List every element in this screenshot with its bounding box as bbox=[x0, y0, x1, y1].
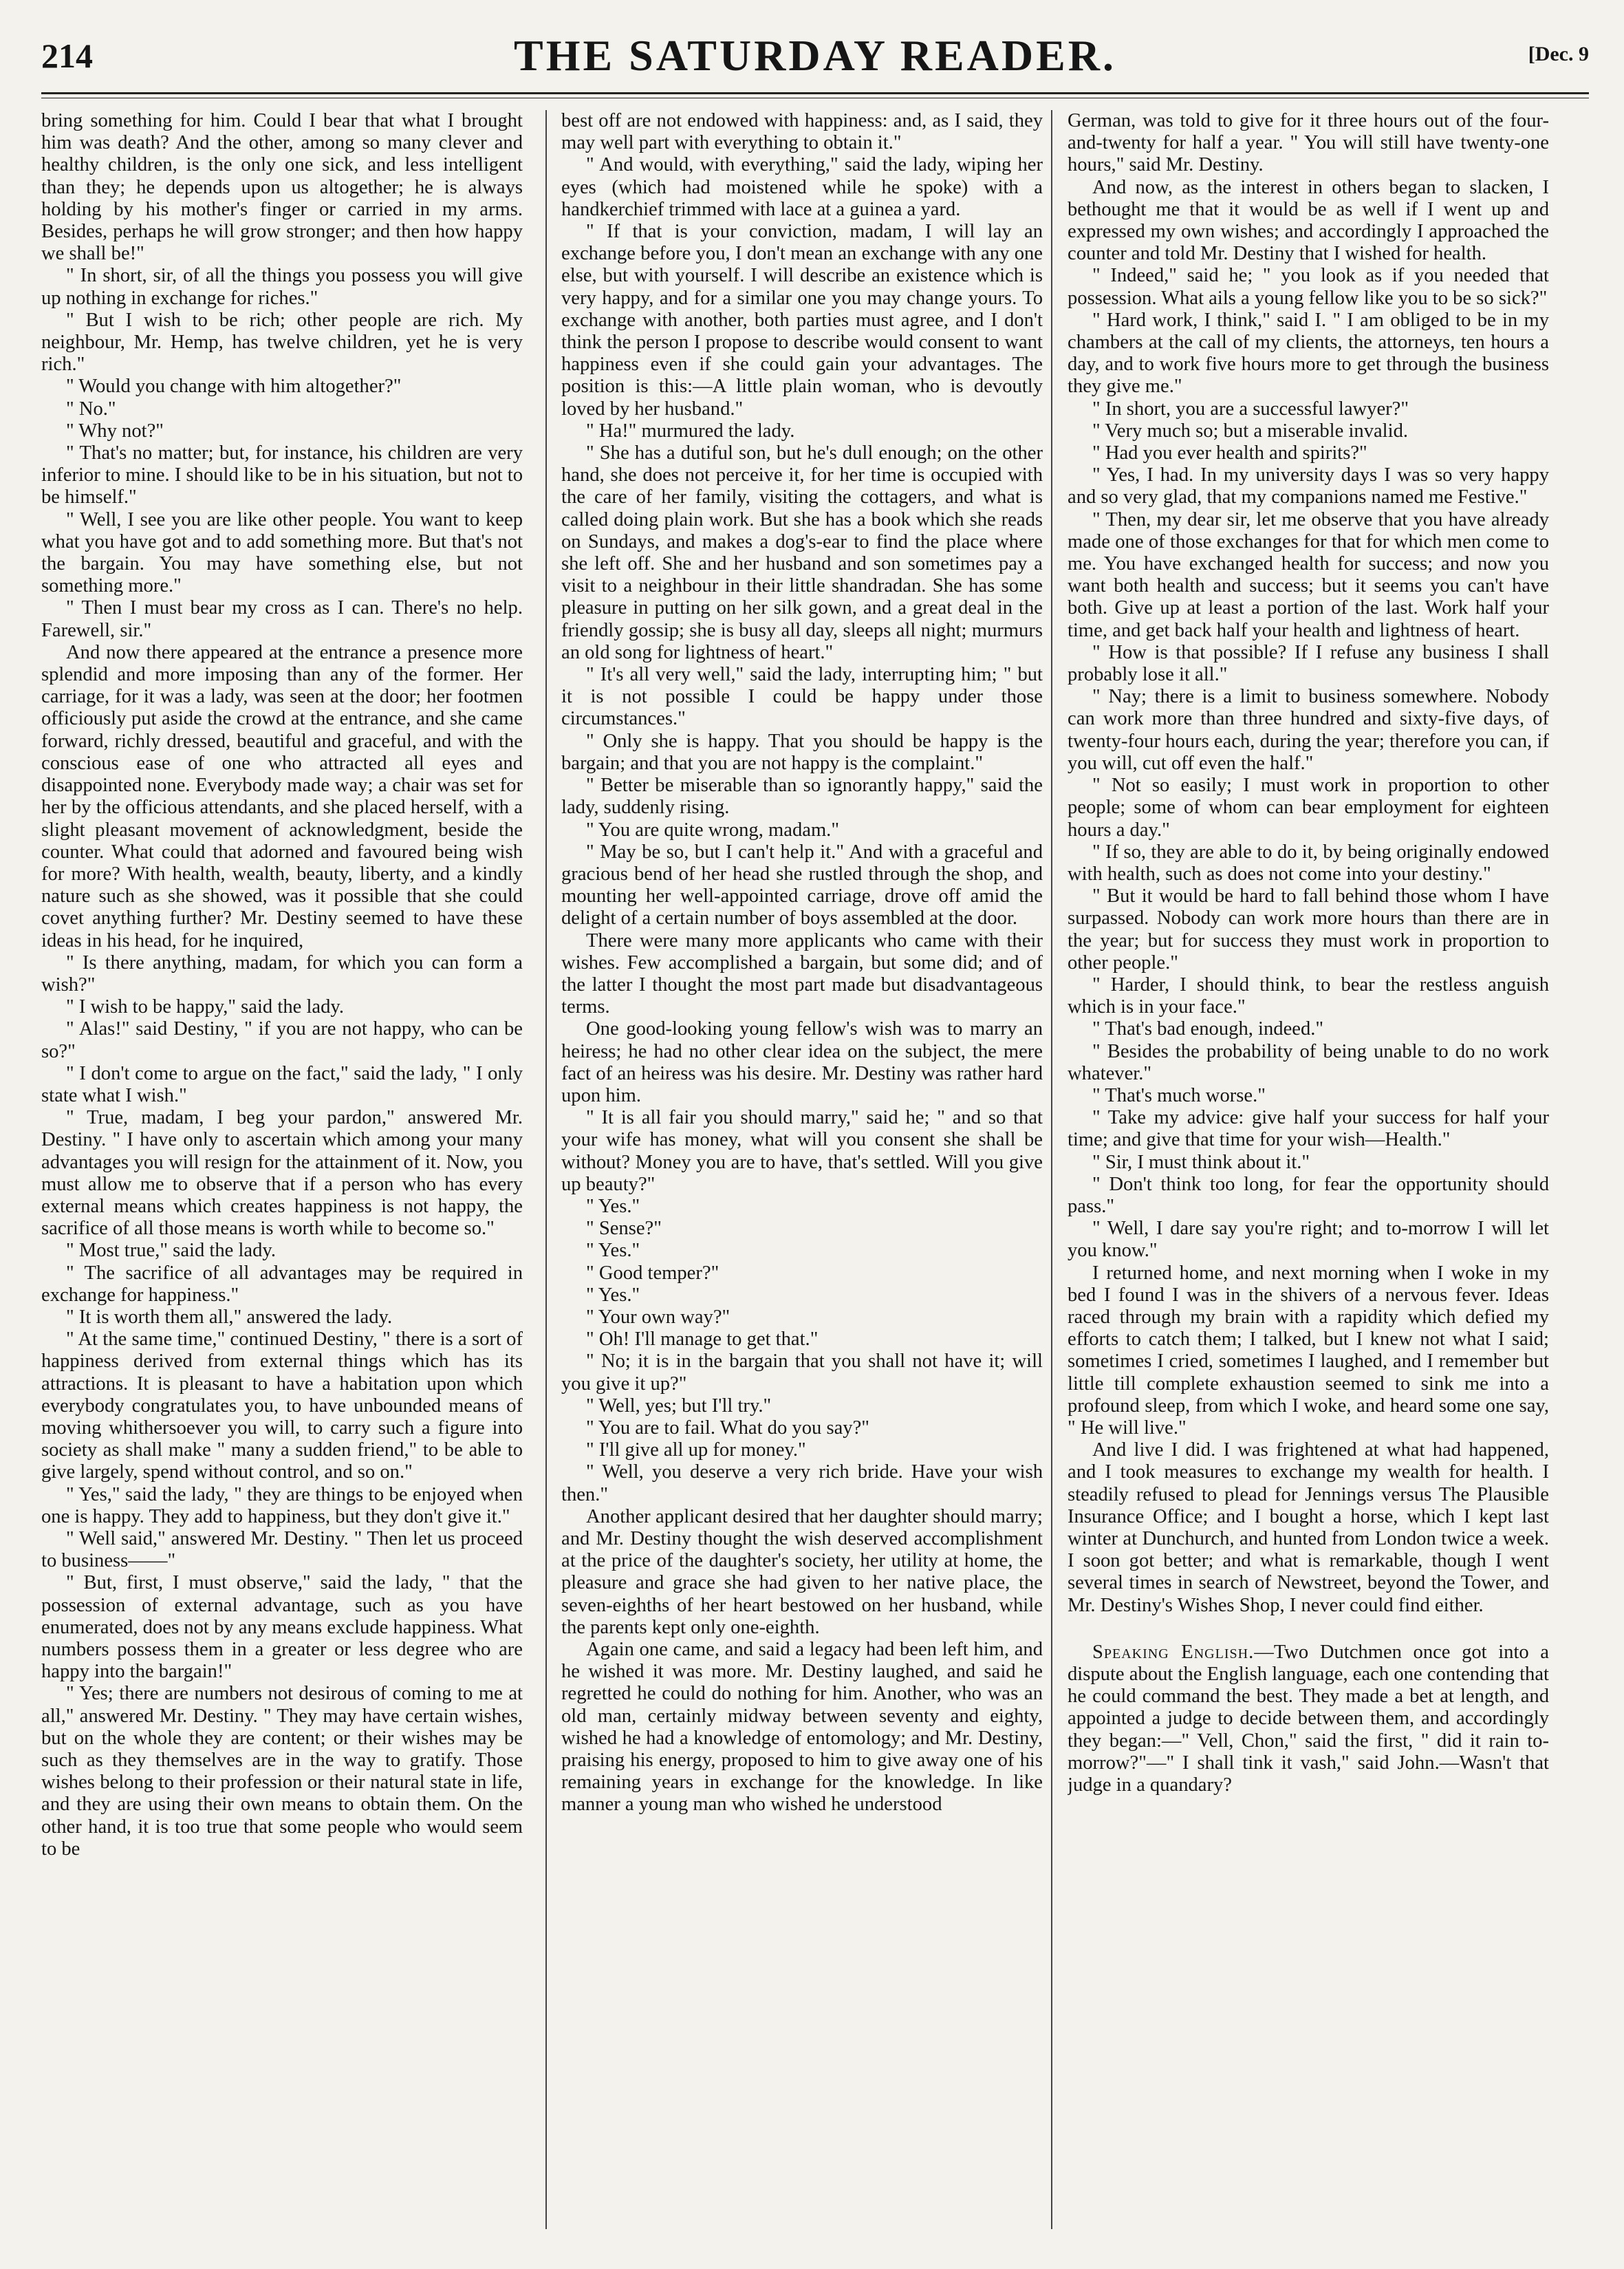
page-header bbox=[41, 30, 1589, 85]
paragraph: I returned home, and next morning when I woke in my bed I found I was in the shivers of a nervous fever. Ideas raced through my brain with a rapidity which defied my efforts to catch them; I talked, but I knew not what I said; sometimes I cried, sometimes I laughed, and I remember but little till complete exhaustion seemed to sink me into a profound sleep, from which I woke, and heard some one say, " He will live." bbox=[1068, 1262, 1549, 1439]
paragraph: " Very much so; but a miserable invalid. bbox=[1092, 420, 1409, 442]
paragraph: " How is that possible? If I refuse any business I shall probably lose it all." bbox=[1068, 641, 1549, 686]
paragraph: One good-looking young fellow's wish was to marry an heiress; he had no other clear idea on the subject, the mere fact of an heiress was his desire. Mr. Destiny was rather hard upon him. bbox=[561, 1018, 1043, 1106]
paragraph: " Then, my dear sir, let me observe that you have already made one of those exchanges for that for which men come to me. You have exchanged health for success; and now you want both health and success; but it seems you can't have both. Give up at least a portion of the last. Work half your time, and get back half your health and lightness of heart. bbox=[1068, 508, 1549, 641]
paragraph: " Yes." bbox=[586, 1284, 640, 1306]
paragraph: " Then I must bear my cross as I can. There's no help. Farewell, sir." bbox=[41, 597, 523, 641]
paragraph: " Ha!" murmured the lady. bbox=[586, 420, 795, 442]
paragraph: " If so, they are able to do it, by being originally endowed with health, such as does not come into your destiny." bbox=[1068, 841, 1549, 885]
paragraph: " Your own way?" bbox=[586, 1306, 730, 1328]
paragraph: " Would you change with him altogether?" bbox=[66, 376, 402, 398]
paragraph: Another applicant desired that her daughter should marry; and Mr. Destiny thought the wish deserved accomplishment at the price of the daughter's society, her utility at home, the pleasure and grace she had given to her native place, the seven-eighths of her heart bestowed on her husband, while the parents kept only one-eighth. bbox=[561, 1505, 1043, 1638]
paragraph: " But, first, I must observe," said the lady, " that the possession of external advantage, such as you have enumerated, does not by any means exclude happiness. What numbers possess them in a greater or less degree who are happy into the bargain!" bbox=[41, 1572, 523, 1683]
text-column-3 bbox=[1068, 110, 1549, 2233]
paragraph: There were many more applicants who came with their wishes. Few accomplished a bargain, but some did; and of the latter I thought the most part made but disadvantageous terms. bbox=[561, 929, 1043, 1018]
paragraph: " Only she is happy. That you should be happy is the bargain; and that you are not happy is the complaint." bbox=[561, 730, 1043, 774]
paragraph: " Yes." bbox=[586, 1240, 640, 1262]
paragraph: " You are quite wrong, madam." bbox=[586, 819, 840, 841]
paragraph: best off are not endowed with happiness: and, as I said, they may well part with everything to obtain it." bbox=[561, 110, 1043, 154]
paragraph: " May be so, but I can't help it." And with a graceful and gracious bend of her head she rustled through the shop, and mounting her well-appointed carriage, drove off amid the delight of a certain number of boys assembled at the door. bbox=[561, 841, 1043, 929]
paragraph: " Is there anything, madam, for which you can form a wish?" bbox=[41, 951, 523, 996]
issue-date: [Dec. 9 bbox=[1528, 43, 1589, 65]
paragraph: " True, madam, I beg your pardon," answered Mr. Destiny. " I have only to ascertain which among your many advantages you will resign for the attainment of it. Now, you must allow me to observe that if a person who has every external means which creates happiness is not happy, the sacrifice of all those means is worth while to become so." bbox=[41, 1107, 523, 1240]
paragraph: " She has a dutiful son, but he's dull enough; on the other hand, she does not perceive it, for her time is occupied with the care of her family, visiting the cottagers, and what is called doing plain work. But she has a book which she reads on Sundays, and makes a dog's-ear to find the place where she left off. She and her husband and son sometimes pay a visit to a neighbour in their little shandradan. She has some pleasure in putting on her silk gown, and a great deal in the friendly gossip; she is busy all day, sleeps all night; murmurs an old song for lightness of heart." bbox=[561, 442, 1043, 663]
paragraph: " And would, with everything," said the lady, wiping her eyes (which had moistened while he spoke) with a handkerchief trimmed with lace at a guinea a yard. bbox=[561, 154, 1043, 220]
paragraph: bring something for him. Could I bear that what I brought him was death? And the other, among so many clever and healthy children, is the only one sick, and less intelligent than they; he depends upon us altogether; he is always holding by his mother's finger or carried in my arms. Besides, perhaps he will grow stronger; and then how happy we shall be!" bbox=[41, 110, 523, 265]
paragraph: " Not so easily; I must work in proportion to other people; some of whom can bear employment for eighteen hours a day." bbox=[1068, 775, 1549, 841]
paragraph: And now there appeared at the entrance a presence more splendid and more imposing than any of the former. Her carriage, for it was a lady, was seen at the door; her footmen officiously put aside the crowd at the entrance, and she came forward, richly dressed, beautiful and graceful, and with the conscious ease of one who attracted all eyes and disappointed none. Everybody made way; a chair was set for her by the officious attendants, and she placed herself, with a slight pleasant movement of acknowledgment, beside the counter. What could that adorned and favoured being wish for more? With health, wealth, beauty, liberty, and a kindly nature such as she showed, was it possible that she could covet anything further? Mr. Destiny seemed to have these ideas in his head, for he inquired, bbox=[41, 641, 523, 951]
paragraph: " Why not?" bbox=[66, 420, 164, 442]
paragraph: " Sense?" bbox=[586, 1218, 662, 1240]
paragraph: " Most true," said the lady. bbox=[66, 1240, 276, 1262]
paragraph: " Hard work, I think," said I. " I am obliged to be in my chambers at the call of my clients, the attorneys, ten hours a day, and to work five hours more to get through the business they give me." bbox=[1068, 309, 1549, 398]
paragraph: " Yes," said the lady, " they are things to be enjoyed when one is happy. They add to happiness, but they don't give it." bbox=[41, 1483, 523, 1527]
paragraph: " In short, you are a successful lawyer?" bbox=[1092, 398, 1409, 420]
paragraph: " No." bbox=[66, 398, 116, 420]
paragraph: " That's bad enough, indeed." bbox=[1092, 1018, 1324, 1040]
paragraph: German, was told to give for it three hours out of the four-and-twenty for half a year. " You will still have twenty-one hours," said Mr. Destiny. bbox=[1068, 110, 1549, 176]
paragraph: " Better be miserable than so ignorantly happy," said the lady, suddenly rising. bbox=[561, 775, 1043, 819]
paragraph: " Well, you deserve a very rich bride. Have your wish then." bbox=[561, 1461, 1043, 1505]
page-number: 214 bbox=[41, 36, 93, 75]
paragraph: " Yes, I had. In my university days I was so very happy and so very glad, that my companions named me Festive." bbox=[1068, 464, 1549, 508]
paragraph: " Indeed," said he; " you look as if you needed that possession. What ails a young fellow like you to be so sick?" bbox=[1068, 265, 1549, 309]
paragraph: " Don't think too long, for fear the opportunity should pass." bbox=[1068, 1173, 1549, 1217]
paragraph: " Harder, I should think, to bear the restless anguish which is in your face." bbox=[1068, 974, 1549, 1018]
text-column-1 bbox=[41, 110, 523, 2233]
speaking-english-note bbox=[1068, 1642, 1549, 1796]
paragraph: " Well, I dare say you're right; and to-morrow I will let you know." bbox=[1068, 1218, 1549, 1262]
paragraph: " It is all fair you should marry," said he; " and so that your wife has money, what will you consent she shall be without? Money you are to have, that's settled. Will you give up beauty?" bbox=[561, 1107, 1043, 1195]
paragraph: " In short, sir, of all the things you possess you will give up nothing in exchange for riches." bbox=[41, 265, 523, 309]
paragraph: " Take my advice: give half your success for half your time; and give that time for your wish—Health." bbox=[1068, 1107, 1549, 1151]
paragraph: " I don't come to argue on the fact," said the lady, " I only state what I wish." bbox=[41, 1062, 523, 1106]
paragraph: " No; it is in the bargain that you shall not have it; will you give it up?" bbox=[561, 1351, 1043, 1395]
paragraph: " Yes." bbox=[586, 1195, 640, 1217]
header-rule bbox=[41, 92, 1589, 94]
column-divider bbox=[545, 110, 547, 2229]
paragraph: " But it would be hard to fall behind those whom I have surpassed. Nobody can work more hours than there are in the year; but for success they must work in proportion to other people." bbox=[1068, 885, 1549, 974]
note-text: —Two Dutchmen once got into a dispute about the English language, each one contending that he could command the best. They made a bet at length, and appointed a judge to decide between them, and accordingly they began:—" Vell, Chon," said the first, " did it rain to-morrow?"—" I shall tink it vash," said John.—Wasn't that judge in a quandary? bbox=[1068, 1641, 1549, 1796]
paragraph: " Alas!" said Destiny, " if you are not happy, who can be so?" bbox=[41, 1018, 523, 1062]
paragraph: " It is worth them all," answered the lady. bbox=[66, 1306, 393, 1328]
note-heading: Speaking English. bbox=[1092, 1641, 1255, 1663]
paragraph: " Well said," answered Mr. Destiny. " Then let us proceed to business——" bbox=[41, 1528, 523, 1572]
paragraph: " I'll give all up for money." bbox=[586, 1439, 806, 1461]
column-divider bbox=[1051, 110, 1052, 2229]
paragraph: " Yes; there are numbers not desirous of coming to me at all," answered Mr. Destiny. " They may have certain wishes, but on the whole they are content; or their wishes may be such as they themselves are in the way to gratify. Those wishes belong to their profession or their natural state in life, and they are using their own means to obtain them. On the other hand, it is too true that some people who would seem to be bbox=[41, 1683, 523, 1860]
note-spacer bbox=[1068, 1617, 1549, 1642]
masthead-title: THE SATURDAY READER. bbox=[514, 31, 1116, 80]
paragraph: And now, as the interest in others began to slacken, I bethought me that it would be as well if I went up and expressed my own wishes; and accordingly I approached the counter and told Mr. Destiny that I wished for health. bbox=[1068, 176, 1549, 265]
paragraph: " The sacrifice of all advantages may be required in exchange for happiness." bbox=[41, 1262, 523, 1306]
paragraph: " Sir, I must think about it." bbox=[1092, 1151, 1310, 1173]
paragraph: " You are to fail. What do you say?" bbox=[586, 1417, 869, 1439]
paragraph: " If that is your conviction, madam, I will lay an exchange before you, I don't mean an exchange with any one else, but with yourself. I will describe an existence which is very happy, and for a similar one you may change yours. To exchange with another, both parties must agree, and I don't think the person I propose to describe would consent to want happiness even if she could gain your advantages. The position is this:—A little plain woman, who is devoutly loved by her husband." bbox=[561, 221, 1043, 420]
paragraph: " Besides the probability of being unable to do no work whatever." bbox=[1068, 1040, 1549, 1084]
paragraph: " Good temper?" bbox=[586, 1262, 719, 1284]
paragraph: " Well, yes; but I'll try." bbox=[586, 1395, 772, 1417]
paragraph: " Had you ever health and spirits?" bbox=[1092, 442, 1367, 464]
paragraph: " It's all very well," said the lady, interrupting him; " but it is not possible I could be happy under those circumstances." bbox=[561, 664, 1043, 730]
paragraph: Again one came, and said a legacy had been left him, and he wished it was more. Mr. Destiny laughed, and said he regretted he could do nothing for him. Another, who was an old man, certainly midway between seventy and eighty, wished he had a knowledge of entomology; and Mr. Destiny, praising his energy, proposed to him to give away one of his remaining years in exchange for the knowledge. In like manner a young man who wished he understood bbox=[561, 1639, 1043, 1816]
paragraph: " Nay; there is a limit to business somewhere. Nobody can work more than three hundred and sixty-five days, of twenty-four hours each, during the year; therefore you can, if you will, cut off even the half." bbox=[1068, 686, 1549, 774]
paragraph: " Well, I see you are like other people. You want to keep what you have got and to add something more. But that's not the bargain. You may have something else, but not something more." bbox=[41, 508, 523, 597]
paragraph: " I wish to be happy," said the lady. bbox=[66, 996, 344, 1018]
paragraph: " At the same time," continued Destiny, " there is a sort of happiness derived from external things which has its attractions. It is pleasant to have a habitation upon which everybody congratulates you, to have unbounded means of moving whithersoever you will, to carry such a figure into society as shall make " many a sudden friend," to be able to give largely, spend without control, and so on." bbox=[41, 1329, 523, 1483]
paragraph: " That's no matter; but, for instance, his children are very inferior to mine. I should like to be in his situation, but not to be himself." bbox=[41, 442, 523, 508]
paragraph: " Oh! I'll manage to get that." bbox=[586, 1329, 819, 1351]
paragraph: " But I wish to be rich; other people are rich. My neighbour, Mr. Hemp, has twelve children, yet he is very rich." bbox=[41, 309, 523, 376]
paragraph: And live I did. I was frightened at what had happened, and I took measures to exchange my wealth for health. I steadily refused to plead for Jennings versus The Plausible Insurance Office; and I bought a horse, which I kept last winter at Dunchurch, and hunted from London twice a week. I soon got better; and what is remarkable, though I went several times in search of Newstreet, beyond the Tower, and Mr. Destiny's Wishes Shop, I never could find either. bbox=[1068, 1439, 1549, 1616]
paragraph: " That's much worse." bbox=[1092, 1084, 1266, 1106]
text-column-2 bbox=[561, 110, 1043, 2233]
